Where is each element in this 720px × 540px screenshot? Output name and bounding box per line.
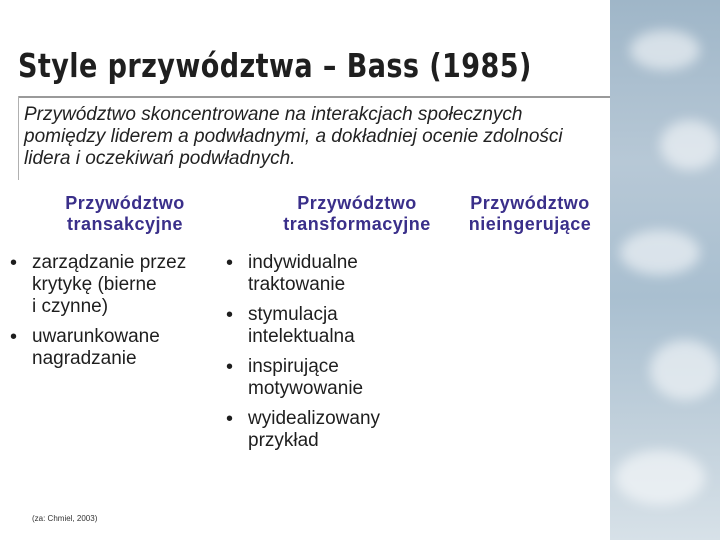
bullet-list-transakcyjne	[6, 252, 221, 378]
column-heading-line1: Przywództwo	[65, 193, 185, 213]
column-heading-line2: transakcyjne	[66, 214, 184, 234]
sky-background-image	[610, 0, 720, 540]
list-item: • indywidualne traktowanie	[222, 252, 442, 296]
list-item: • stymulacja intelektualna	[222, 304, 442, 348]
source-citation: (za: Chmiel, 2003)	[32, 514, 98, 523]
column-heading-transformacyjne	[262, 193, 452, 235]
list-item: • zarządzanie przez krytykę (bierne i czynne)	[6, 252, 221, 318]
column-heading-nieingerujace	[450, 193, 610, 235]
intro-paragraph: Przywództwo skoncentrowane na interakcjach społecznych pomiędzy liderem a podwładnymi, a dokładniej ocenie zdolności lidera i oczekiwań podwładnych.	[24, 104, 563, 169]
list-item: • wyidealizowany przykład	[222, 408, 442, 452]
bullet-list-transformacyjne	[222, 252, 442, 460]
slide-title: Style przywództwa – Bass (1985)	[18, 46, 532, 85]
column-heading-line1: Przywództwo	[470, 193, 590, 213]
column-heading-transakcyjne	[30, 193, 220, 235]
left-accent-rule	[18, 96, 19, 180]
column-heading-line2: transformacyjne	[283, 214, 431, 234]
column-heading-line2: nieingerujące	[468, 214, 592, 234]
column-heading-line1: Przywództwo	[297, 193, 417, 213]
title-divider	[18, 96, 610, 98]
list-item: • inspirujące motywowanie	[222, 356, 442, 400]
list-item: • uwarunkowane nagradzanie	[6, 326, 221, 370]
